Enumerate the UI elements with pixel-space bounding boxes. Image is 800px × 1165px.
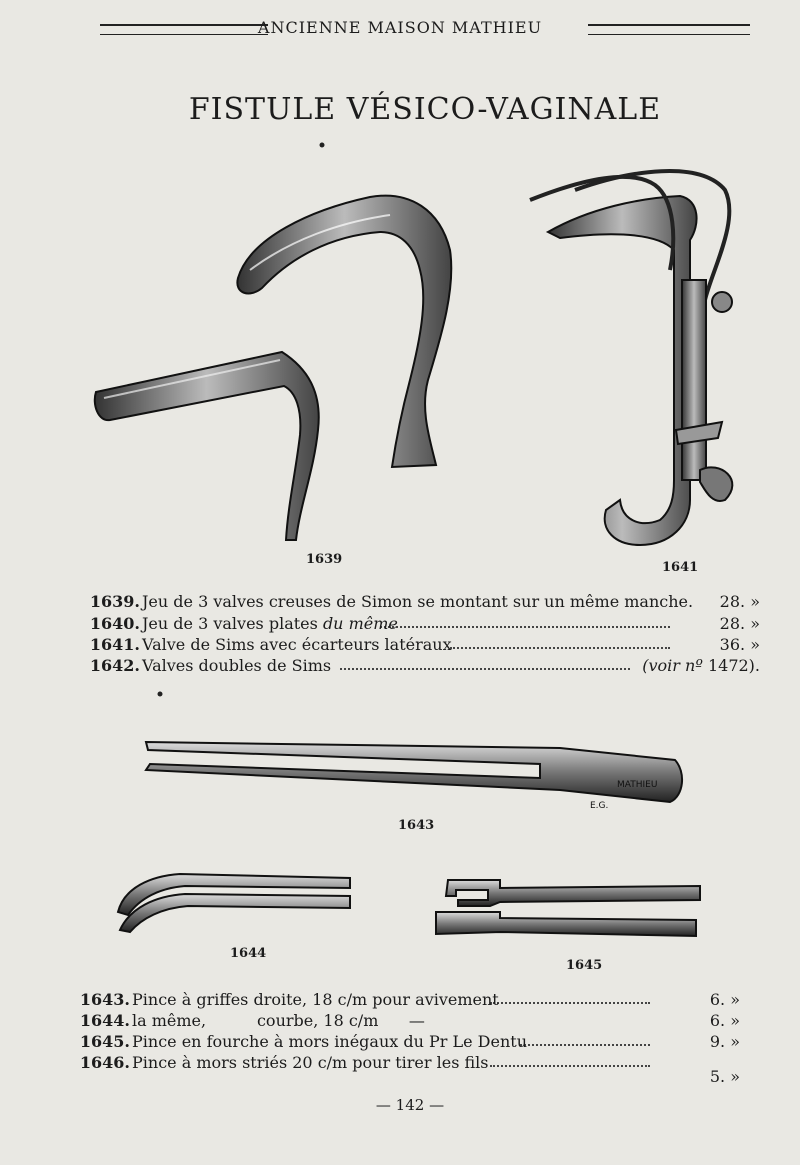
item-description: Jeu de 3 valves creuses de Simon se montant sur un même manche. (142, 592, 694, 611)
item-number: 1639. (89, 592, 140, 611)
leader-dots (490, 1065, 650, 1067)
item-price: 6. » (709, 990, 740, 1009)
leader-dots (340, 668, 630, 670)
item-price: 5. » (709, 1067, 740, 1086)
straight-forceps (146, 742, 682, 811)
item-description: Valves doubles de Sims (142, 656, 332, 675)
list-item (80, 592, 760, 612)
figure-number-1641: 1641 (662, 560, 699, 575)
page-number: — 142 — (375, 1096, 445, 1114)
list-item (80, 656, 760, 676)
item-description: Jeu de 3 valves plates du même (142, 614, 398, 633)
sims-valve (530, 171, 732, 545)
item-number: 1640. (89, 614, 140, 633)
item-description: Pince en fourche à mors inégaux du Pr Le Dentu (132, 1032, 527, 1051)
page-title: FISTULE VÉSICO-VAGINALE (188, 92, 662, 127)
figure-number-1644: 1644 (230, 946, 267, 961)
list-item (80, 635, 760, 655)
item-description: la même, courbe, 18 c/m — (132, 1011, 425, 1030)
item-price: 6. » (709, 1011, 740, 1030)
curved-forceps (118, 874, 350, 932)
figure-number-1643: 1643 (398, 818, 435, 833)
item-number: 1645. (79, 1032, 130, 1051)
item-price: 28. » (719, 592, 760, 611)
item-number: 1641. (89, 635, 140, 654)
list-item (70, 1053, 740, 1086)
forceps-brand-mark: MATHIEU (617, 780, 658, 790)
leader-dots (490, 1002, 650, 1004)
item-number: 1644. (79, 1011, 130, 1030)
simon-valve-small (95, 352, 319, 540)
list-item (70, 990, 740, 1010)
item-price: 28. » (719, 614, 760, 633)
item-number: 1642. (89, 656, 140, 675)
item-number: 1643. (79, 990, 130, 1009)
item-price: (voir nº 1472). (642, 656, 760, 675)
item-description-italic: du même (322, 614, 398, 633)
list-item (70, 1011, 740, 1031)
item-description: Pince à griffes droite, 18 c/m pour avivement (132, 990, 499, 1009)
leader-dots (450, 647, 670, 649)
item-price: 36. » (719, 635, 760, 654)
leader-dots (520, 1044, 650, 1046)
list-item (70, 1032, 740, 1052)
simon-valve-large (237, 196, 451, 467)
leader-dots (380, 626, 670, 628)
figure-number-1645: 1645 (566, 958, 603, 973)
item-description: Pince à mors striés 20 c/m pour tirer les fils (132, 1053, 489, 1072)
engraver-mark: E.G. (590, 801, 609, 811)
running-header: ANCIENNE MAISON MATHIEU (257, 18, 543, 37)
list-item (80, 614, 760, 634)
fork-forceps (436, 880, 700, 936)
item-number: 1646. (79, 1053, 130, 1072)
item-price: 9. » (709, 1032, 740, 1051)
item-description: Valve de Sims avec écarteurs latéraux (142, 635, 452, 654)
figure-number-1639: 1639 (306, 552, 343, 567)
